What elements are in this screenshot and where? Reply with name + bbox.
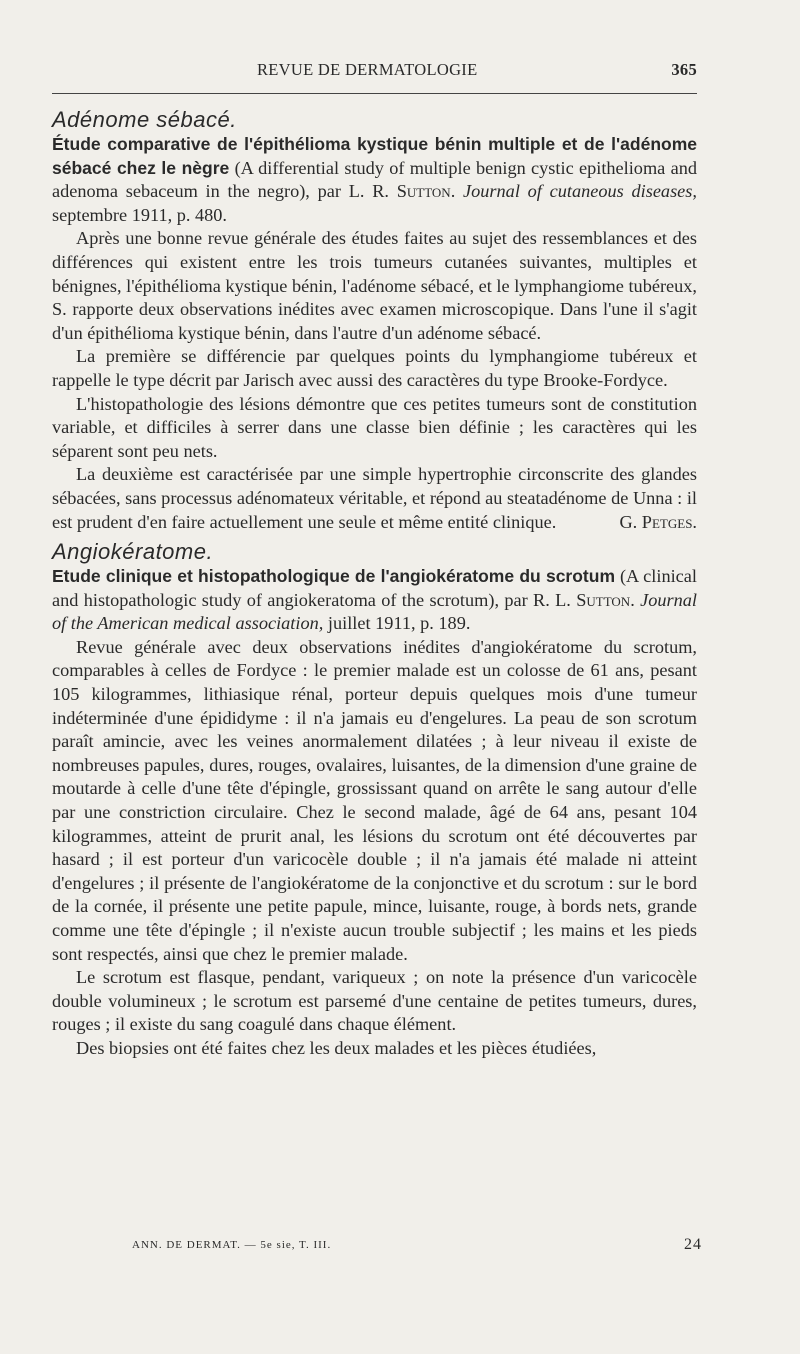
- paragraph: Après une bonne revue générale des études faites au sujet des ressemblances et des différences qui existent entre les trois tumeurs cutanées suivantes, multiples et bénignes, l'épithélioma kystique bénin, l'adénome sébacé, et le lymphangiome tubéreux, S. rapporte deux observations inédites avec examen microscopique. Dans l'une il s'agit d'un épithélioma kystique bénin, dans l'autre d'un adénome sébacé.: [52, 228, 697, 343]
- sheet-signature: [132, 1236, 702, 1253]
- citation-end: septembre 1911, p. 480.: [52, 204, 227, 225]
- signature: G. Petges.: [619, 511, 697, 532]
- citation-start: (A clinical and histopathologic study of angiokeratoma of the scrotum), par R. L.: [52, 566, 697, 610]
- article-reference-angiokeratome: [52, 565, 697, 636]
- author-name: Sutton.: [576, 589, 635, 610]
- running-title: REVUE DE DERMATOLOGIE: [257, 60, 478, 79]
- paragraph: L'histopathologie des lésions démontre que ces petites tumeurs sont de constitution variable, et difficiles à serrer dans une classe bien définie ; les caractères qui les séparent sont peu nets.: [52, 393, 697, 461]
- paragraph: Le scrotum est flasque, pendant, variqueux ; on note la présence d'un varicocèle double volumineux ; le scrotum est parsemé d'une centaine de petites tumeurs, dures, rouges ; il existe du sang coagulé dans chaque élément.: [52, 967, 697, 1035]
- paragraph: Des biopsies ont été faites chez les deux malades et les pièces étudiées,: [76, 1037, 597, 1058]
- header-rule: [52, 93, 697, 94]
- section-heading-angiokeratome: Angiokératome.: [52, 539, 214, 565]
- paragraph: La première se différencie par quelques points du lymphangiome tubéreux et rappelle le type décrit par Jarisch avec aussi des caractères du type Brooke-Fordyce.: [52, 346, 697, 390]
- citation-end: juillet 1911, p. 189.: [327, 613, 471, 634]
- section-heading-adenome: Adénome sébacé.: [52, 107, 237, 132]
- article-title: Etude clinique et histopathologique de l'angiokératome du scrotum: [52, 566, 615, 587]
- article-reference-adenome: [52, 133, 697, 227]
- sheet-signature-text: ANN. DE DERMAT. — 5e sie, T. III.: [132, 1239, 332, 1251]
- paragraph: La deuxième est caractérisée par une simple hypertrophie circonscrite des glandes sébacées, sans processus adénomateux véritable, et répond au steatadénome de Unna : il est prudent d'en faire actuellement une seule et même entité clinique.: [52, 464, 697, 532]
- article-title: Étude comparative de l'épithélioma kystique bénin multiple et de l'adénome sébacé chez le nègre: [52, 134, 697, 178]
- article-body: [52, 106, 697, 1061]
- paragraph: Revue générale avec deux observations inédites d'angiokératome du scrotum, comparables à celles de Fordyce : le premier malade est un colosse de 61 ans, pesant 105 kilogrammes, lithiasique rénal, porteur depuis quelques mois d'une tumeur indéterminée d'une épididyme : il n'a jamais eu d'engelures. La peau de son scrotum paraît amincie, avec les veines anormalement dilatées ; à leur niveau il existe de nombreuses papules, dures, rouges, ovalaires, luisantes, de la dimension d'une graine de moutarde à celle d'une tête d'épingle, grossissant quand on arrête le sang autour d'elle par une constriction circulaire. Chez le second malade, âgé de 64 ans, pesant 104 kilogrammes, atteint de prurit anal, les lésions du scrotum ont été découvertes par hasard ; il est porteur d'un varicocèle double ; il n'a jamais été malade ni atteint d'engelures ; il présente de l'angiokératome de la conjonctive et du scrotum : sur le bord de la cornée, il présente une petite papule, mince, luisante, rouge, à bords nets, grande comme une tête d'épingle ; il n'existe aucun trouble subjectif ; les mains et les pieds sont respectés, ainsi que chez le premier malade.: [52, 636, 697, 964]
- journal-name: Journal of cutaneous diseases,: [463, 181, 697, 202]
- citation-start: (A differential study of multiple benign cystic epithelioma and adenoma sebaceum in the negro), par L. R.: [52, 157, 697, 202]
- journal-name: Journal of the American medical association,: [52, 589, 697, 634]
- sheet-number: 24: [684, 1236, 702, 1253]
- author-name: Sutton.: [396, 181, 456, 202]
- page-number: 365: [671, 60, 697, 79]
- paragraph-with-signature: [52, 463, 697, 534]
